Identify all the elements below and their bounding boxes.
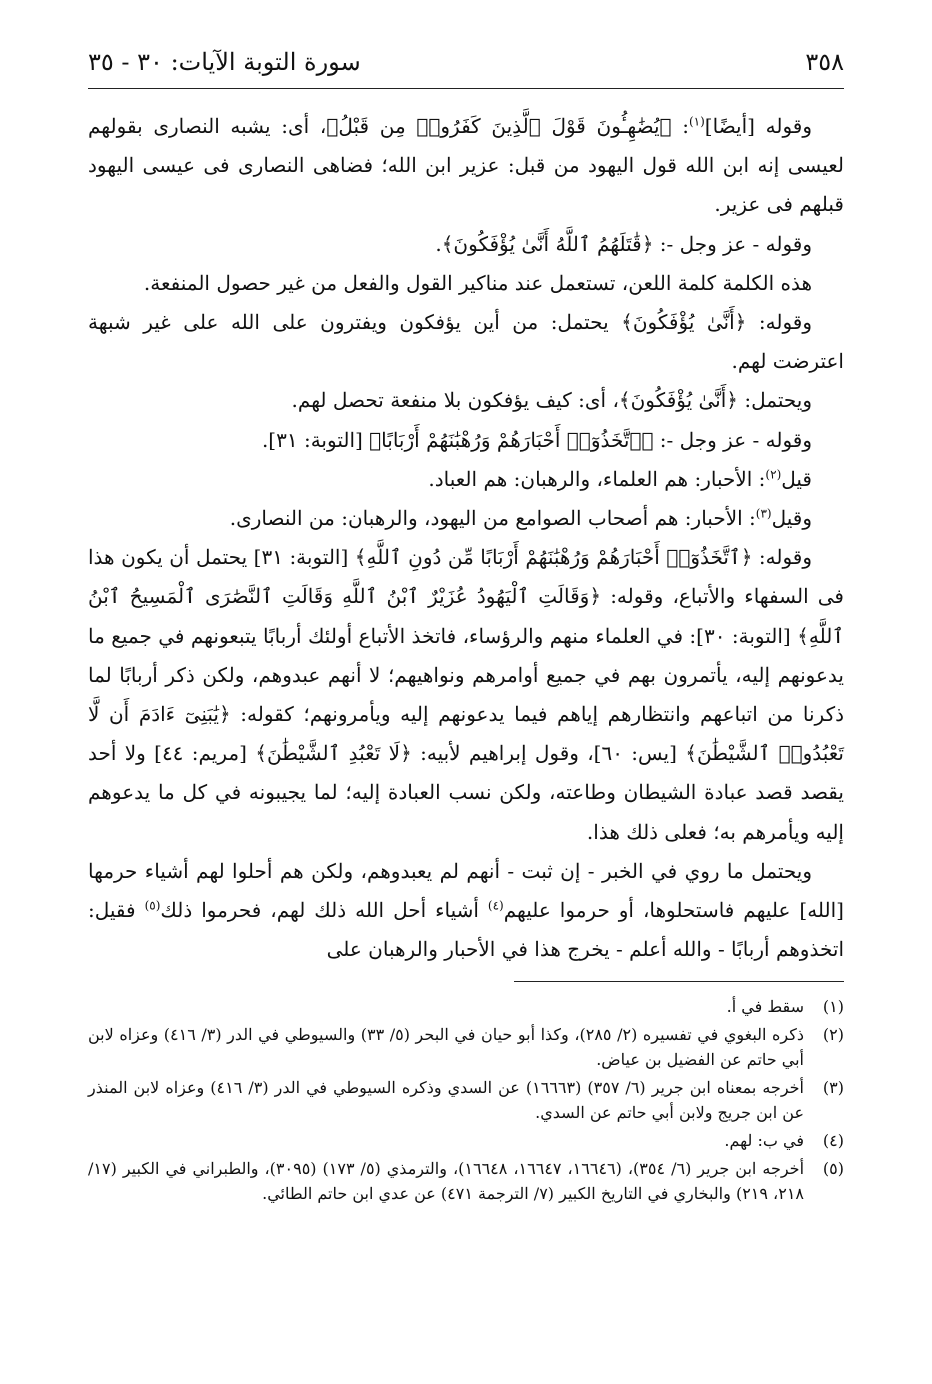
section-title: سورة التوبة الآيات: ٣٠ - ٣٥ — [88, 48, 361, 76]
main-text — [88, 107, 844, 969]
paragraph: ويحتمل: ﴿أَنَّىٰ يُؤْفَكُونَ﴾، أى: كيف يؤفكون بلا منفعة تحصل لهم. — [291, 388, 812, 413]
running-head — [88, 48, 844, 89]
footnote-ref[interactable]: (٢) — [765, 467, 782, 482]
paragraph: وقوله [أيضًا]$^{(١)}$: ﴿يُضَٰهِـُٔونَ قَوْلَ ٱلَّذِينَ كَفَرُوا۟ مِن قَبْلُ﴾، أى: يشبه النصارى بقولهم لعيسى إنه ابن الله قول اليهود من قبل: عزير ابن الله؛ فضاهى النصارى فى عيسى اليهود قبلهم فى عزير. — [88, 114, 844, 217]
footnote-ref[interactable]: (٥) — [144, 898, 161, 913]
footnote-ref[interactable]: (٤) — [487, 898, 504, 913]
footnote-text: في ب: لهم. — [724, 1131, 804, 1151]
footnote — [88, 994, 844, 1019]
footnote — [88, 1156, 844, 1206]
footnote-ref[interactable]: (٣) — [755, 506, 772, 521]
footnote — [88, 1075, 844, 1125]
footnotes — [88, 994, 844, 1206]
paragraph: وقوله - عز وجل -: ﴿قَٰتَلَهُمُ ٱللَّهُ أَنَّىٰ يُؤْفَكُونَ﴾. — [435, 231, 812, 256]
paragraph: وقيل$^{(٣)}$: الأحبار: هم أصحاب الصوامع من اليهود، والرهبان: من النصارى. — [229, 506, 812, 531]
paragraph: هذه الكلمة كلمة اللعن، تستعمل عند مناكير القول والفعل من غير حصول المنفعة. — [143, 270, 812, 295]
footnote-text: سقط في أ. — [726, 997, 804, 1017]
paragraph: قيل$^{(٢)}$: الأحبار: هم العلماء، والرهبان: هم العباد. — [428, 466, 812, 491]
footnote-text: ذكره البغوي في تفسيره (٢/ ٢٨٥)، وكذا أبو حيان في البحر (٥/ ٣٣) والسيوطي في الدر (٣/ ٤١٦) وعزاه لابن أبي حاتم عن الفضيل بن عياض. — [88, 1025, 804, 1070]
footnote-number: (٤) — [822, 1131, 844, 1151]
footnote-text: أخرجه بمعناه ابن جرير (٦/ ٣٥٧) (١٦٦٦٣) عن السدي وذكره السيوطي في الدر (٣/ ٤١٦) وعزاه لابن المنذر عن ابن جريج ولابن أبي حاتم عن السدي. — [88, 1078, 804, 1123]
footnote — [88, 1022, 844, 1072]
footnote-number: (٥) — [822, 1159, 844, 1179]
paragraph: وقوله - عز وجل -: ﴿ٱتَّخَذُوٓا۟ أَحْبَارَهُمْ وَرُهْبَٰنَهُمْ أَرْبَابًا﴾ [التوبة: ٣١]. — [261, 427, 812, 452]
footnote-text: أخرجه ابن جرير (٦/ ٣٥٤)، (١٦٦٤٦، ١٦٦٤٧، ١٦٦٤٨)، والترمذي (٥/ ١٧٣) (٣٠٩٥)، والطبراني في الكبير (١٧/ ٢١٨، ٢١٩) والبخاري في التاريخ الكبير (٧/ الترجمة ٤٧١) عن عدي ابن حاتم الطائي. — [88, 1159, 805, 1204]
paragraph: وقوله: ﴿أَنَّىٰ يُؤْفَكُونَ﴾ يحتمل: من أين يؤفكون ويفترون على الله على غير شبهة اعترضت لهم. — [88, 310, 844, 374]
footnote — [88, 1128, 844, 1153]
paragraph: وقوله: ﴿ٱتَّخَذُوٓا۟ أَحْبَارَهُمْ وَرُهْبَٰنَهُمْ أَرْبَابًا مِّن دُونِ ٱللَّهِ﴾ [التوبة: ٣١] يحتمل أن يكون هذا فى السفهاء والأتباع، وقوله: ﴿وَقَالَتِ ٱلْيَهُودُ عُزَيْرٌ ٱبْنُ ٱللَّهِ وَقَالَتِ ٱلنَّصَٰرَى ٱلْمَسِيحُ ٱبْنُ ٱللَّهِ﴾ [التوبة: ٣٠]: في العلماء منهم والرؤساء، فاتخذ الأتباع أولئك أربابًا يتبعونهم في جميع ما يدعونهم إليه، يأتمرون بهم في جميع أوامرهم ونواهيهم؛ لا أنهم عبدوهم، ولكن ذكر أربابًا لما ذكرنا من اتباعهم وانتظارهم إياهم فيما يدعونهم إليه ويأمرونهم؛ كقوله: ﴿يَٰبَنِىٓ ءَادَمَ أَن لَّا تَعْبُدُوا۟ ٱلشَّيْطَٰنَ﴾ [يس: ٦٠]، وقول إبراهيم لأبيه: ﴿لَا تَعْبُدِ ٱلشَّيْطَٰنَ﴾ [مريم: ٤٤] ولا أحد يقصد قصد عبادة الشيطان وطاعته، ولكن نسب العبادة إليه؛ لما يجيبونه في كل ما يدعوهم إليه ويأمرهم به؛ فعلى ذلك هذا. — [88, 545, 845, 844]
page-number: ٣٥٨ — [805, 48, 844, 76]
footnote-divider — [514, 981, 844, 982]
footnote-number: (٢) — [822, 1025, 844, 1045]
footnote-number: (٣) — [822, 1078, 844, 1098]
footnote-number: (١) — [822, 997, 844, 1017]
footnote-ref[interactable]: (١) — [688, 114, 705, 129]
paragraph: ويحتمل ما روي في الخبر - إن ثبت - أنهم لم يعبدوهم، ولكن هم أحلوا لهم أشياء حرمها [الله] عليهم فاستحلوها، أو حرموا عليهم$^{(٤)}$ أشياء أحل الله ذلك لهم، فحرموا ذلك$^{(٥)}$ فقيل: اتخذوهم أربابًا - والله أعلم - يخرج هذا في الأحبار والرهبان على — [88, 858, 844, 962]
